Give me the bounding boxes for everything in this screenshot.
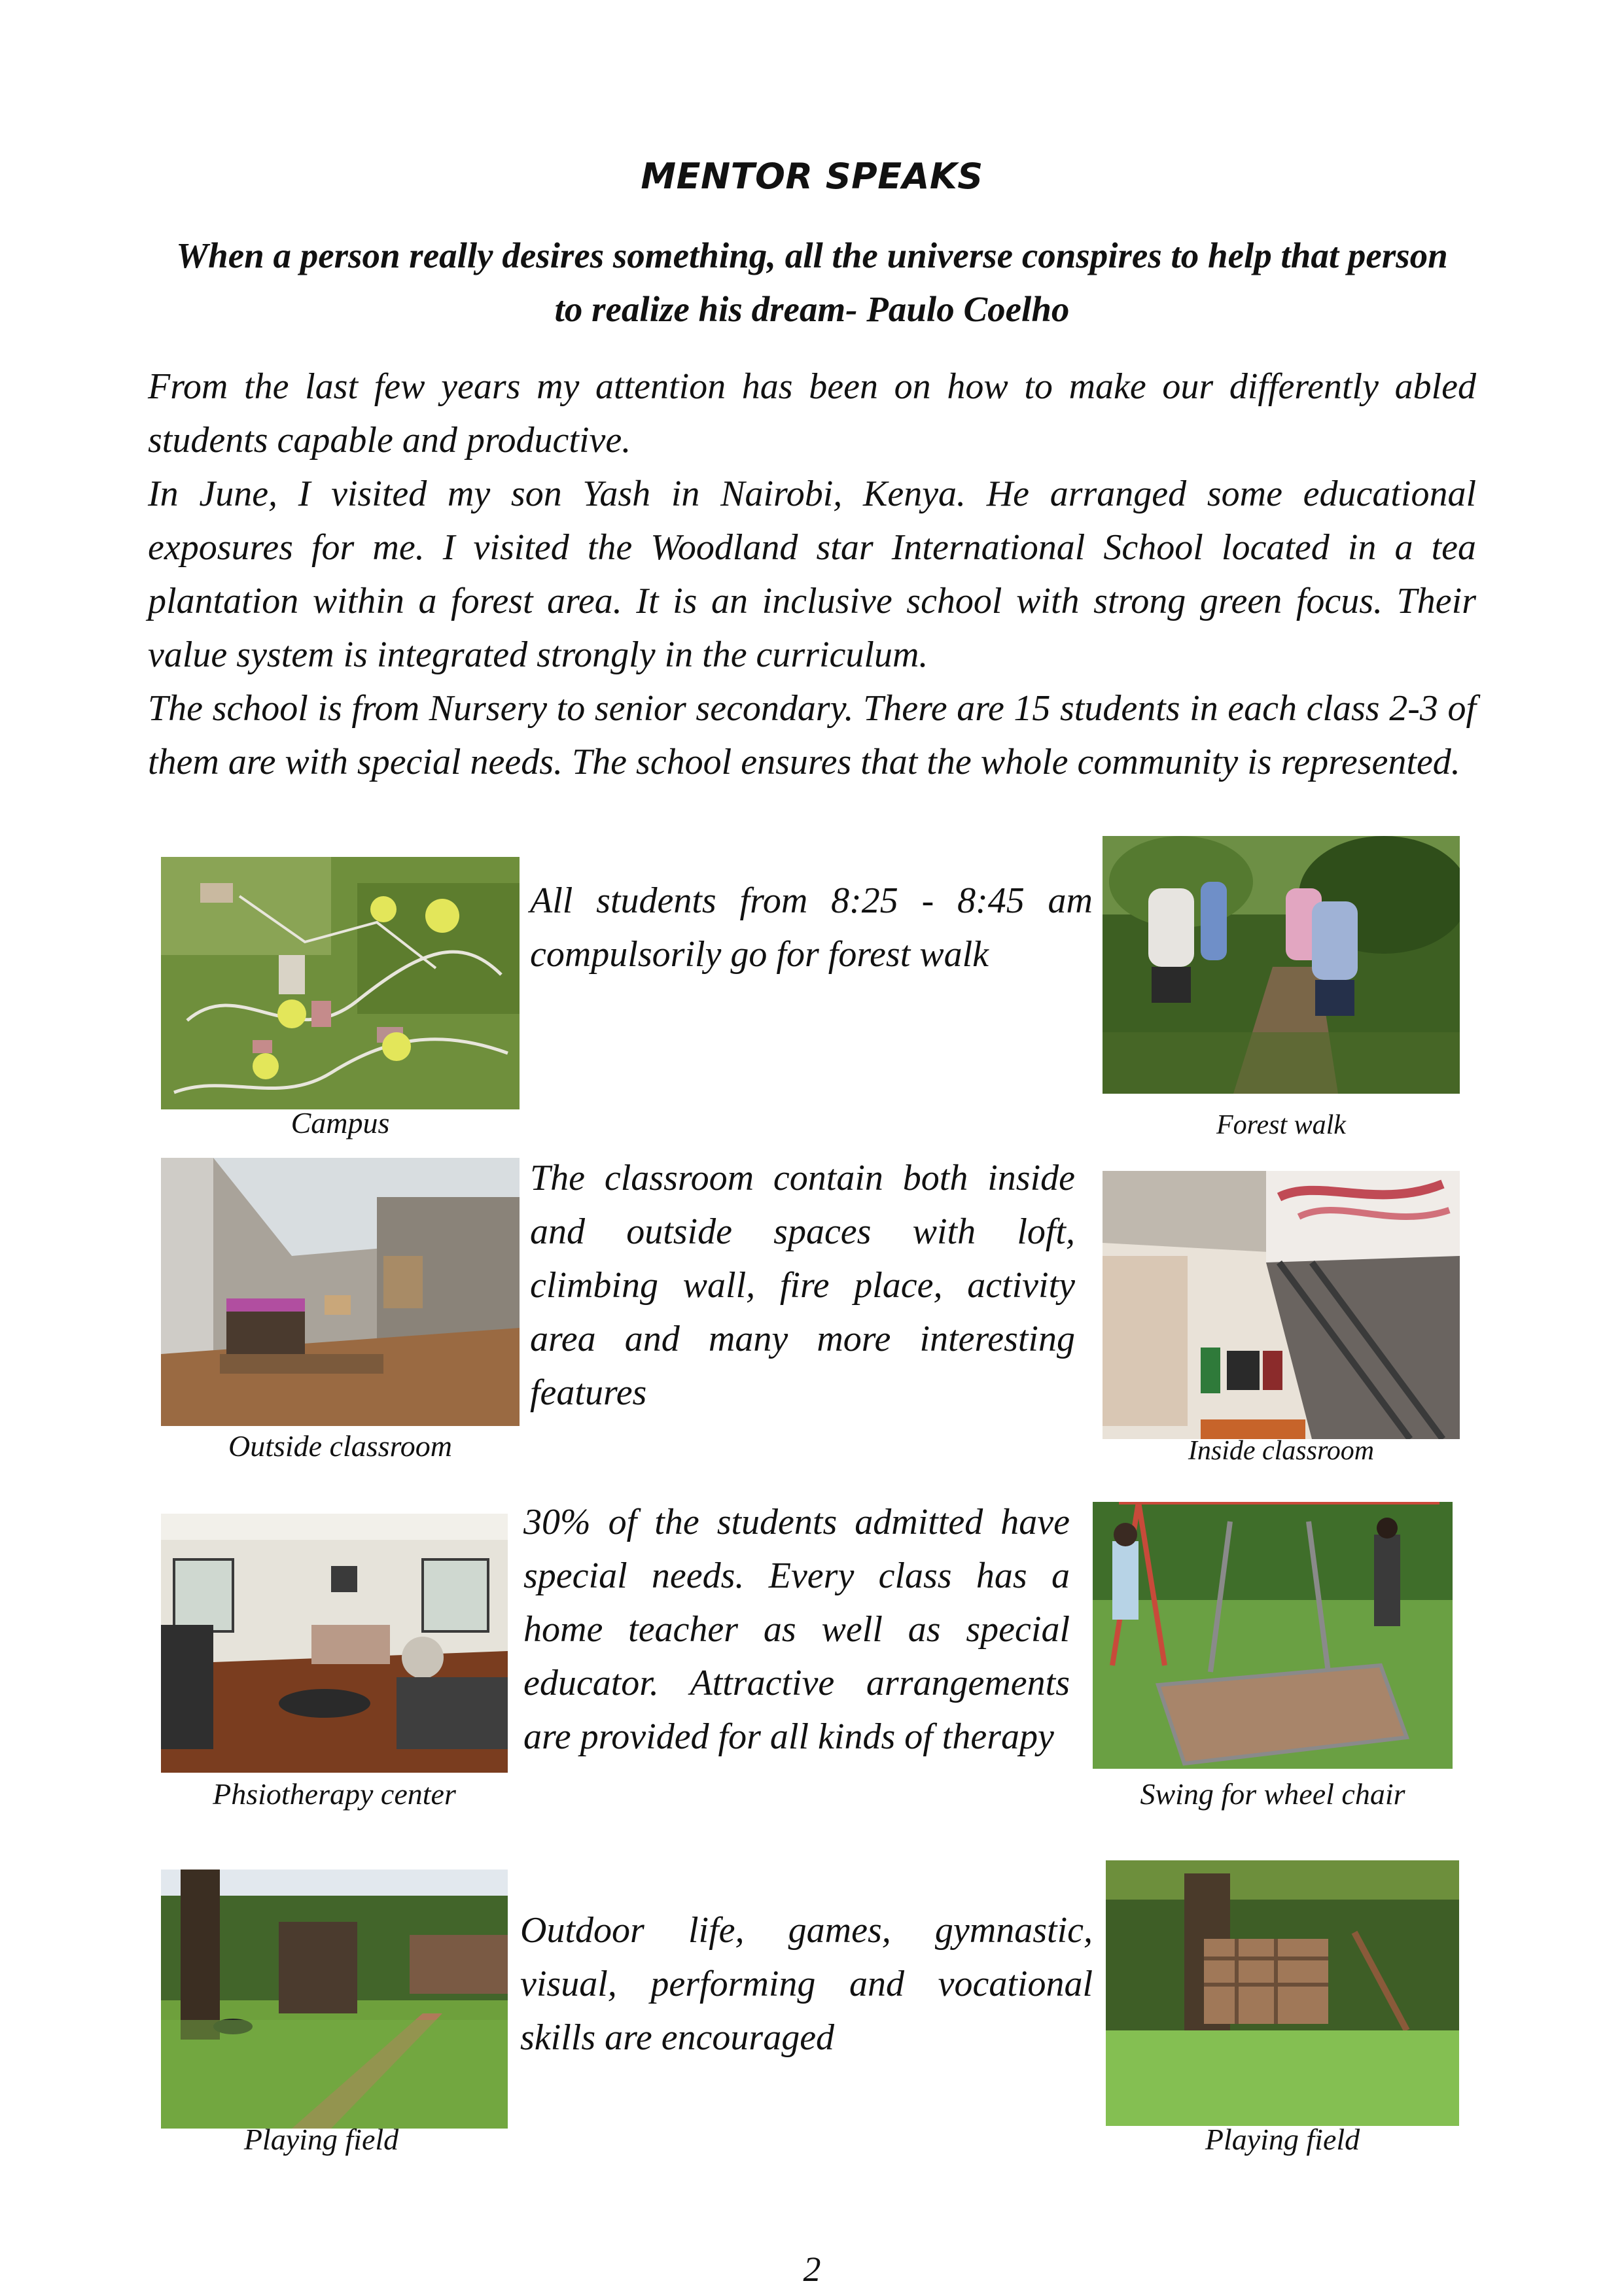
playing-field-photo (1106, 1860, 1459, 2126)
photo-caption: Outside classroom (228, 1429, 452, 1463)
photo-caption: Campus (291, 1106, 390, 1139)
intro-paragraph: In June, I visited my son Yash in Nairobi, Kenya. He arranged some educational exposures for me. I visited the Woodland star International School located in a tea plantation within a forest area. It is an inclusive school with strong green focus. Their value system is integrated strongly in the curriculum. (148, 474, 1476, 675)
forest-walk-photo (1103, 836, 1460, 1094)
section-text: 30% of the students admitted have special needs. Every class has a home teacher as well as special educator. Attractive arrangements are provided for all kinds of therapy (523, 1502, 1070, 1757)
photo-caption: Inside classroom (1188, 1436, 1375, 1466)
section-text: The classroom contain both inside and outside spaces with loft, climbing wall, fire place, activity area and many more interesting features (530, 1158, 1075, 1413)
page-heading: MENTOR SPEAKS (641, 156, 983, 197)
photo-caption: Phsiotherapy center (213, 1777, 456, 1811)
photo-caption: Swing for wheel chair (1140, 1777, 1405, 1811)
intro-text (148, 360, 1476, 789)
intro-paragraph: From the last few years my attention has been on how to make our differently abled students capable and productive. (148, 366, 1476, 461)
photo-caption: Playing field (243, 2123, 399, 2156)
photo-caption: Forest walk (1216, 1110, 1346, 1140)
physiotherapy-center-photo (161, 1514, 508, 1773)
epigraph-quote: When a person really desires something, all the universe conspires to help that person to realize his dream- Paulo Coelho (176, 235, 1448, 329)
photo-caption: Playing field (1205, 2123, 1360, 2156)
section-text: All students from 8:25 - 8:45 am compulsorily go for forest walk (530, 880, 1093, 975)
intro-paragraph: The school is from Nursery to senior secondary. There are 15 students in each class 2-3 of them are with special needs. The school ensures that the whole community is represented. (148, 688, 1476, 782)
section-text: Outdoor life, games, gymnastic, visual, performing and vocational skills are encouraged (520, 1910, 1093, 2058)
wheelchair-swing-photo (1093, 1502, 1453, 1769)
outside-classroom-photo (161, 1158, 520, 1426)
inside-classroom-photo (1103, 1171, 1460, 1439)
page-number: 2 (803, 2250, 821, 2289)
campus-map-photo (161, 857, 520, 1109)
playing-field-photo (161, 1870, 508, 2129)
